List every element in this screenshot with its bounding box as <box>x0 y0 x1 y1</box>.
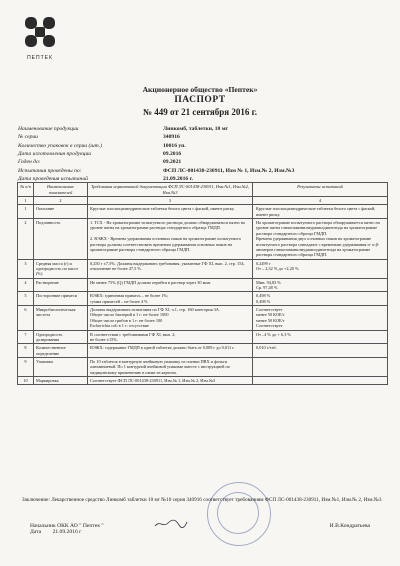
requirement-cell: По 10 таблеток в контурную ячейковую упаковку из пленки ПВХ и фольги алюминиевой. По 1 контурной ячейковой упаковке вместе с инструкцией по медицинскому применению в пачке из картона. <box>88 357 253 376</box>
header-cell: Требования нормативной документации ФСП ЛС-001438-230911, Изм.№1, Изм.№2, Изм.№3 <box>88 183 253 197</box>
document-title: ПАСПОРТ <box>174 95 226 105</box>
meta-value: 10016 уп. <box>163 142 186 149</box>
meta-label: Испытания проведены по: <box>18 167 82 174</box>
table-row <box>18 259 388 278</box>
table-header-row <box>18 183 388 197</box>
requirement-cell: ВЭЖХ: единичная примесь – не более 1%; сумма примесей – не более 4 % <box>88 292 253 306</box>
row-number-cell: 9 <box>18 357 34 376</box>
row-number-cell: 8 <box>18 344 34 358</box>
result-cell: Соответствует менее 50 КОЕ/г менее 50 КОЕ/г Соответствует <box>253 306 388 330</box>
company-stamp <box>207 482 271 546</box>
meta-label: № серии <box>18 134 38 141</box>
product-metadata <box>18 125 388 183</box>
result-cell: Мин. 94,83 % Ср. 97,48 % <box>253 278 388 292</box>
result-cell: 0,2499 г От – 2,32 % до +2,20 % <box>253 259 388 278</box>
date-label: Дата <box>30 529 42 535</box>
document-number: № 449 от 21 сентября 2016 г. <box>143 107 257 117</box>
signatory-name: И.В.Кондратьева <box>329 523 370 529</box>
organization-name: Акционерное общество «Пептек» <box>142 85 258 94</box>
parameter-name-cell: Подлинность <box>34 219 88 260</box>
result-cell: 0,498 % 0,498 % <box>253 292 388 306</box>
requirement-cell: 0,250 г ±7,5%. Должны выдерживать требования, указанные ГФ XI, вып. 2, стр. 154, отклонение не более 47,5 %. <box>88 259 253 278</box>
row-number-cell: 2 <box>18 219 34 260</box>
meta-row <box>18 142 388 150</box>
row-number-cell: 3 <box>18 259 34 278</box>
meta-value: Линкомб, таблетки, 10 мг <box>163 126 229 133</box>
company-logo <box>22 14 58 61</box>
result-cell: На хроматограмме испытуемого раствора обнаруживается пятно на уровне пятна глюкозаминилмурамилдипептида на хроматограмме раствора стандартного образца ГМДП. Времена удерживания двух основных пиков на хроматограмме испытуемого раствора совпадают с временами удерживания α- и β- аномеров глюкозаминилмурамилдипептида на хроматограмме раствора стандартного образца ГМДП. <box>253 219 388 260</box>
table-row <box>18 306 388 330</box>
meta-row <box>18 125 388 133</box>
requirement-cell: Круглые плоскоцилиндрические таблетки белого цвета с фаской, имеют риску. <box>88 205 253 219</box>
row-number-cell: 10 <box>18 377 34 385</box>
table-row <box>18 292 388 306</box>
signature-date: 21.09.2016 г <box>52 529 82 535</box>
row-number-cell: 4 <box>18 278 34 292</box>
requirement-cell: 1. ТСХ - На хроматограмме испытуемого раствора должно обнаруживаться пятно на уровне пятна на хроматограмме раствора стандартного образца ГМДП. 2. ВЭЖХ - Времена удерживания основных пиков на хроматограмме испытуемого раствора должны соответствовать временам удерживания основных пиков на хроматограмме раствора стандартного образца ГМДП. <box>88 219 253 260</box>
conclusion-text: Заключение: Лекарственное средство Линкомб таблетки 10 мг №10 серия 340916 соответствует требованиям ФСП ЛС-001438-230911, Изм.№1, Изм.№ 2, Изм.№3 <box>22 497 382 503</box>
meta-label: Дата проведения испытаний <box>18 175 88 182</box>
header-cell: Наименование показателей <box>34 183 88 197</box>
meta-row <box>18 158 388 166</box>
parameter-name-cell: Микробиологическая чистота <box>34 306 88 330</box>
parameter-name-cell: Упаковка <box>34 357 88 376</box>
index-cell: 3 <box>88 197 253 205</box>
parameter-name-cell: Количественное определение <box>34 344 88 358</box>
requirement-cell: Соответствует ФСП ЛС-001438-230911, Изм.№ 1, Изм.№ 2, Изм.№3 <box>88 377 253 385</box>
meta-row <box>18 133 388 141</box>
index-cell: 1 <box>18 197 34 205</box>
parameter-name-cell: Средняя масса (г) и однородность по массе (%) <box>34 259 88 278</box>
requirement-cell: Должны выдерживать испытания по ГФ XI, ч.1, стр. 160 категория 3А. Общее число бактерий в 1 г: не более 1000 Общее число грибов в 1 г: не более 100 Escherichia coli в 1 г: отсутствие <box>88 306 253 330</box>
parameter-name-cell: Однородность дозирования <box>34 330 88 344</box>
table-row <box>18 330 388 344</box>
meta-label: Годен до: <box>18 159 41 166</box>
meta-value: 09.2021 <box>163 159 182 166</box>
meta-label: Дата изготовления продукции <box>18 151 92 158</box>
meta-value: 21.09.2016 г. <box>163 175 193 182</box>
meta-row <box>18 150 388 158</box>
meta-label: Наименование продукции <box>18 126 79 133</box>
result-cell: 0,010 г/таб. <box>253 344 388 358</box>
signature-block <box>30 523 370 535</box>
parameter-name-cell: Маркировка <box>34 377 88 385</box>
table-row <box>18 377 388 385</box>
meta-row <box>18 166 388 174</box>
peptek-logo-icon <box>22 14 58 54</box>
row-number-cell: 7 <box>18 330 34 344</box>
table-body <box>18 205 388 385</box>
parameter-name-cell: Посторонние примеси <box>34 292 88 306</box>
requirement-cell: Не менее 75% (Q) ГМДП должно перейти в раствор через 30 мин. <box>88 278 253 292</box>
table-row <box>18 219 388 260</box>
index-cell: 2 <box>34 197 88 205</box>
test-results-table <box>17 182 388 385</box>
meta-value: ФСП ЛС-001438-230911, Изм № 1, Изм.№ 2, Изм.№3 <box>163 167 295 174</box>
row-number-cell: 1 <box>18 205 34 219</box>
logo-text: ПЕПТЕК <box>27 55 53 61</box>
table-row <box>18 344 388 358</box>
header-cell: № п/п <box>18 183 34 197</box>
row-number-cell: 5 <box>18 292 34 306</box>
header-cell: Результаты испытаний <box>253 183 388 197</box>
parameter-name-cell: Растворение <box>34 278 88 292</box>
meta-value: 09.2016 <box>163 151 182 158</box>
table-row <box>18 205 388 219</box>
row-number-cell: 6 <box>18 306 34 330</box>
meta-label: Количество упаковок в серии (шт.) <box>18 142 102 149</box>
requirement-cell: В соответствии с требованиями ГФ XI, вып. 2; не более ±15%. <box>88 330 253 344</box>
result-cell <box>253 357 388 376</box>
table-row <box>18 357 388 376</box>
table-row <box>18 278 388 292</box>
signatory-role: Начальник ОКК АО " Пептек " <box>30 523 104 529</box>
parameter-name-cell: Описание <box>34 205 88 219</box>
requirement-cell: ВЭЖХ: содержание ГМДП в одной таблетке должно быть от 0,009 г до 0,011 г. <box>88 344 253 358</box>
table-index-row <box>18 197 388 205</box>
result-cell: Круглые плоскоцилиндрические таблетки белого цвета с фаской, имеют риску. <box>253 205 388 219</box>
meta-value: 340916 <box>163 134 180 141</box>
result-cell <box>253 377 388 385</box>
result-cell: От –4 % до + 6,3 % <box>253 330 388 344</box>
index-cell: 4 <box>253 197 388 205</box>
